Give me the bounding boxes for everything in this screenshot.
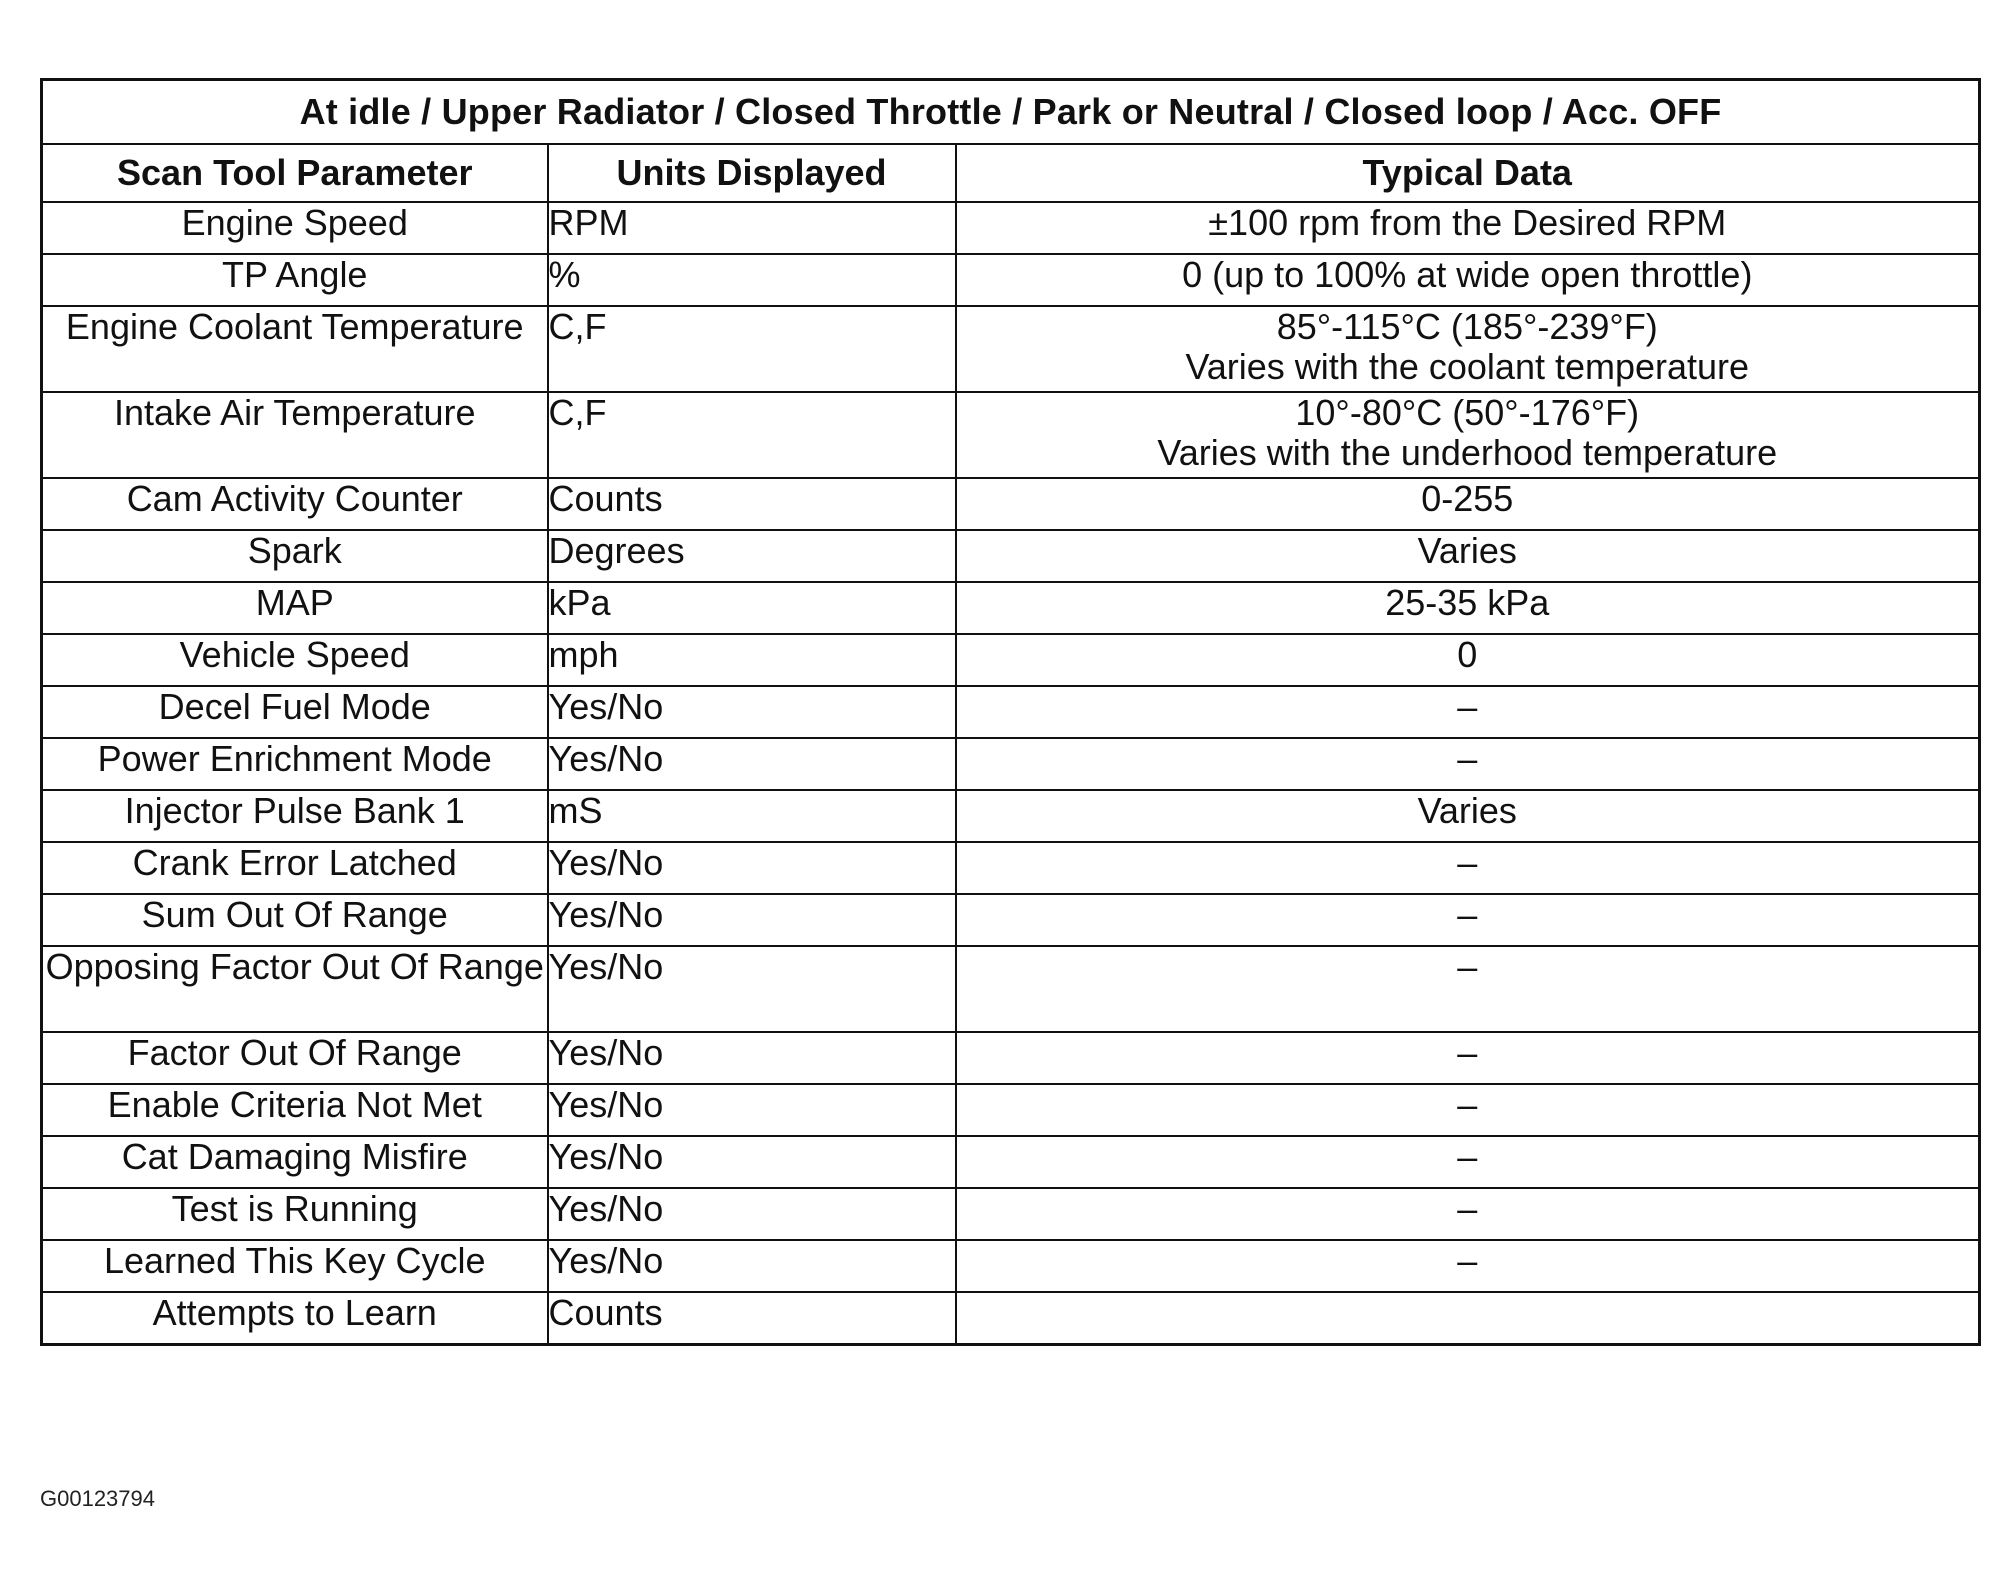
parameter-cell: Power Enrichment Mode [42, 738, 548, 790]
units-cell: Yes/No [548, 738, 956, 790]
typical-data-cell: – [956, 1188, 1980, 1240]
parameter-cell: Engine Speed [42, 202, 548, 254]
typical-data-cell [956, 1292, 1980, 1345]
table-row [42, 478, 1980, 530]
typical-data-cell: – [956, 738, 1980, 790]
units-cell: Counts [548, 1292, 956, 1345]
table-row [42, 738, 1980, 790]
table-row [42, 392, 1980, 478]
units-cell: Yes/No [548, 894, 956, 946]
header-units-displayed: Units Displayed [548, 144, 956, 202]
units-cell: Yes/No [548, 1240, 956, 1292]
parameter-cell: Crank Error Latched [42, 842, 548, 894]
units-cell: Yes/No [548, 1032, 956, 1084]
units-cell: Yes/No [548, 946, 956, 1032]
table-row [42, 790, 1980, 842]
table-row [42, 1240, 1980, 1292]
parameter-cell: Learned This Key Cycle [42, 1240, 548, 1292]
parameter-cell: Engine Coolant Temperature [42, 306, 548, 392]
typical-data-cell: – [956, 1240, 1980, 1292]
figure-id: G00123794 [40, 1486, 155, 1511]
parameter-cell: TP Angle [42, 254, 548, 306]
typical-data-cell: 0 (up to 100% at wide open throttle) [956, 254, 1980, 306]
units-cell: C,F [548, 306, 956, 392]
table-title: At idle / Upper Radiator / Closed Throttle / Park or Neutral / Closed loop / Acc. OFF [42, 80, 1980, 145]
units-cell: Yes/No [548, 842, 956, 894]
typical-data-cell: 0 [956, 634, 1980, 686]
typical-data-cell: 85°-115°C (185°-239°F) Varies with the coolant temperature [956, 306, 1980, 392]
units-cell: Yes/No [548, 1136, 956, 1188]
parameter-cell: Factor Out Of Range [42, 1032, 548, 1084]
typical-data-cell: Varies [956, 530, 1980, 582]
typical-data-cell: 0-255 [956, 478, 1980, 530]
header-typical-data: Typical Data [956, 144, 1980, 202]
typical-data-cell: – [956, 842, 1980, 894]
parameter-cell: Cat Damaging Misfire [42, 1136, 548, 1188]
units-cell: mph [548, 634, 956, 686]
parameter-cell: Opposing Factor Out Of Range [42, 946, 548, 1032]
header-scan-tool-parameter: Scan Tool Parameter [42, 144, 548, 202]
units-cell: Counts [548, 478, 956, 530]
table-row [42, 634, 1980, 686]
typical-data-cell: 10°-80°C (50°-176°F) Varies with the underhood temperature [956, 392, 1980, 478]
parameter-cell: Injector Pulse Bank 1 [42, 790, 548, 842]
table-row [42, 1032, 1980, 1084]
table-row [42, 582, 1980, 634]
typical-data-cell: Varies [956, 790, 1980, 842]
units-cell: kPa [548, 582, 956, 634]
units-cell: Yes/No [548, 1188, 956, 1240]
parameter-cell: Test is Running [42, 1188, 548, 1240]
table-body [42, 202, 1980, 1345]
scan-tool-data-sheet [40, 78, 1978, 1346]
units-cell: C,F [548, 392, 956, 478]
parameter-cell: MAP [42, 582, 548, 634]
parameter-cell: Sum Out Of Range [42, 894, 548, 946]
table-row [42, 530, 1980, 582]
units-cell: Degrees [548, 530, 956, 582]
typical-data-cell: ±100 rpm from the Desired RPM [956, 202, 1980, 254]
typical-data-cell: – [956, 894, 1980, 946]
table-row [42, 1292, 1980, 1345]
units-cell: % [548, 254, 956, 306]
typical-data-cell: – [956, 1084, 1980, 1136]
typical-data-cell: – [956, 946, 1980, 1032]
typical-data-cell: – [956, 1136, 1980, 1188]
table-row [42, 946, 1980, 1032]
scan-tool-table [40, 78, 1981, 1346]
table-row [42, 202, 1980, 254]
table-row [42, 306, 1980, 392]
table-row [42, 1136, 1980, 1188]
units-cell: RPM [548, 202, 956, 254]
table-row [42, 894, 1980, 946]
typical-data-cell: – [956, 1032, 1980, 1084]
parameter-cell: Vehicle Speed [42, 634, 548, 686]
table-row [42, 686, 1980, 738]
parameter-cell: Enable Criteria Not Met [42, 1084, 548, 1136]
parameter-cell: Intake Air Temperature [42, 392, 548, 478]
parameter-cell: Attempts to Learn [42, 1292, 548, 1345]
units-cell: Yes/No [548, 686, 956, 738]
table-row [42, 254, 1980, 306]
parameter-cell: Cam Activity Counter [42, 478, 548, 530]
table-row [42, 1084, 1980, 1136]
typical-data-cell: 25-35 kPa [956, 582, 1980, 634]
table-row [42, 1188, 1980, 1240]
typical-data-cell: – [956, 686, 1980, 738]
parameter-cell: Spark [42, 530, 548, 582]
parameter-cell: Decel Fuel Mode [42, 686, 548, 738]
units-cell: Yes/No [548, 1084, 956, 1136]
table-row [42, 842, 1980, 894]
units-cell: mS [548, 790, 956, 842]
